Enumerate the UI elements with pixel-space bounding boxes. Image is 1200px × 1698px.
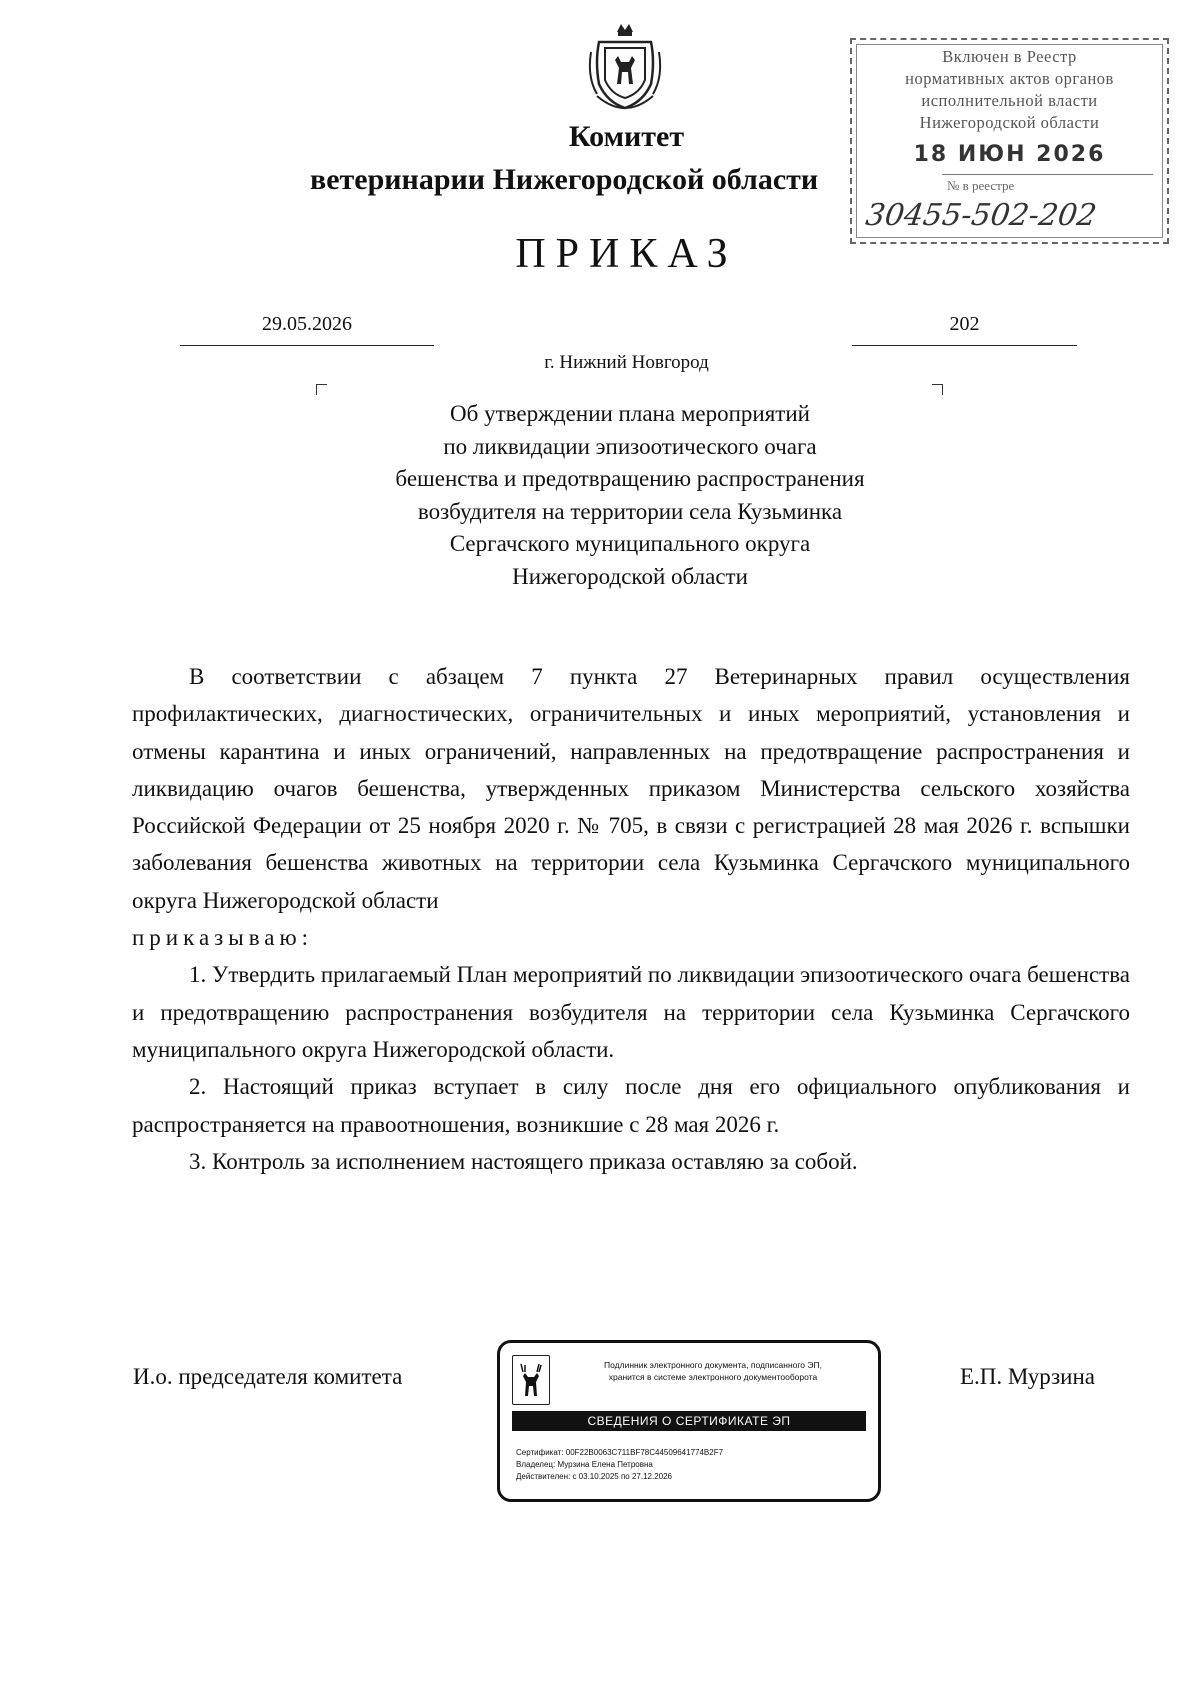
certificate-details [516,1447,723,1483]
registry-stamp-line: Нижегородской области [919,113,1100,132]
certificate-header-line: Подлинник электронного документа, подписанного ЭП, [604,1360,822,1370]
registry-stamp-line: нормативных актов органов [905,69,1114,88]
registry-stamp-date: 18 ИЮН 2026 [913,142,1106,167]
order-item-3: 3. Контроль за исполнением настоящего приказа оставляю за собой. [189,1148,858,1174]
subject-line: Нижегородской области [512,563,748,589]
registry-stamp-line: Включен в Реестр [942,47,1077,66]
organization-name-line2: ветеринарии Нижегородской области [310,163,819,196]
document-type-title: ПРИКАЗ [515,231,738,277]
registry-stamp [850,38,1169,244]
coat-of-arms-icon [585,22,665,122]
registry-number-handwritten: 30455-502-202 [863,198,1099,233]
certificate-title-bar: СВЕДЕНИЯ О СЕРТИФИКАТЕ ЭП [512,1411,866,1431]
certificate-validity: Действителен: с 03.10.2025 по 27.12.2026 [516,1472,672,1481]
registry-stamp-text [852,46,1167,134]
e-signature-certificate-stamp [497,1340,881,1502]
signatory-role: И.о. председателя комитета [133,1364,403,1389]
certificate-owner: Владелец: Мурзина Елена Петровна [516,1460,653,1469]
date-underline [180,345,434,346]
signatory-name: Е.П. Мурзина [960,1364,1095,1389]
registry-stamp-divider [942,174,1153,175]
document-city: г. Нижний Новгород [544,352,709,373]
registry-number-label: № в реестре [947,178,1015,193]
subject-line: бешенства и предотвращению распространения [395,466,865,491]
subject-corner-right [932,384,943,395]
deer-emblem-icon [512,1355,550,1405]
order-item-2: 2. Настоящий приказ вступает в силу после дня его официального опубликования и распространяется на правоотношения, возникшие с 28 мая 2026 г. [132,1074,1130,1137]
preamble-paragraph: В соответствии с абзацем 7 пункта 27 Ветеринарных правил осуществления профилактических, диагностических, ограничительных и иных мероприятий, установления и отмены карантина и иных ограничений, направленных на предотвращение распространения и ликвидацию очагов бешенства, утвержденных приказом Министерства сельского хозяйства Российской Федерации от 25 ноября 2020 г. № 705, в связи с регистрацией 28 мая 2026 г. вспышки заболевания бешенства животных на территории села Кузьминка Сергачского муниципального округа Нижегородской области [132,664,1130,913]
organization-name-line1: Комитет [568,120,685,153]
number-underline [852,345,1077,346]
certificate-header-line: хранится в системе электронного документооборота [608,1372,818,1382]
subject-line: Сергачского муниципального округа [449,531,811,556]
subject-line: Об утверждении плана мероприятий [450,401,810,426]
order-word: приказываю: [132,925,314,951]
document-subject [300,398,960,593]
document-body [132,658,1130,1180]
order-item-1: 1. Утвердить прилагаемый План мероприятий по ликвидации эпизоотического очага бешенства и предотвращению распространения возбудителя на территории села Кузьминка Сергачского муниципального округа Нижегородской области. [132,962,1130,1062]
certificate-serial: Сертификат: 00F22B0063C711BF78C44509641774B2F7 [516,1448,724,1457]
subject-line: по ликвидации эпизоотического очага [443,433,817,459]
certificate-header-text [558,1359,868,1383]
subject-corner-left [316,384,327,395]
registry-stamp-line: исполнительной власти [921,91,1098,110]
document-date: 29.05.2026 [262,313,352,335]
subject-line: возбудителя на территории села Кузьминка [417,498,843,524]
document-number: 202 [949,313,980,335]
